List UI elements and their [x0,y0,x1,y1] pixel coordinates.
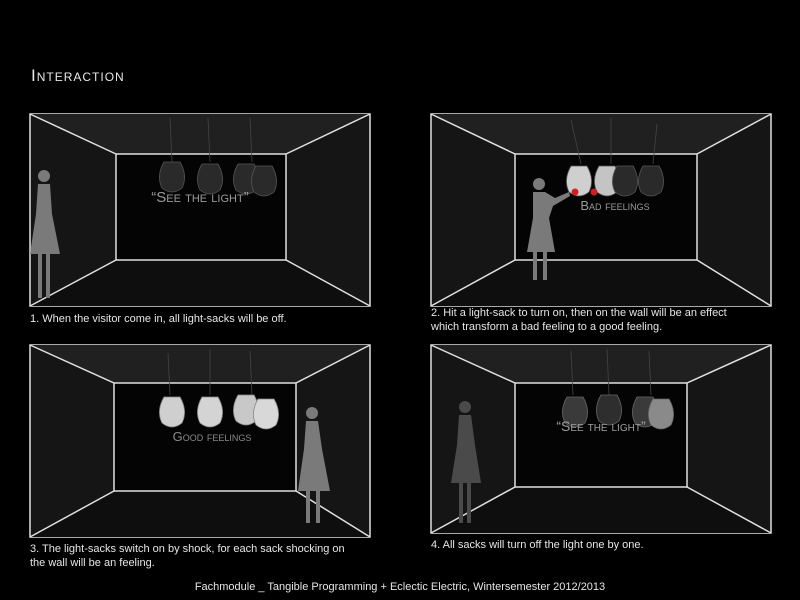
caption-line: the wall will be an feeling. [30,557,155,569]
light-sack-dim [648,399,673,429]
panel-4 [431,345,771,533]
footer-credit: Fachmodule _ Tangible Programming + Eclectic Electric, Wintersemester 2012/2013 [194,581,606,593]
light-sack [612,166,637,196]
wall-text: “See the light” [151,189,249,206]
room-3 [30,345,370,537]
caption-2 [431,306,727,334]
room-2 [431,114,771,306]
room-4 [431,345,771,533]
hit-marker [572,189,579,196]
wall-text: Good feelings [172,429,252,444]
light-sack-lit [253,399,278,429]
wall-text: Bad feelings [580,198,650,213]
caption-line: 2. Hit a light-sack to turn on, then on the wall will be an effect [431,307,727,319]
light-sack-lit [159,397,184,427]
page-title: Interaction [31,66,125,85]
light-sack [159,162,184,192]
panel-3 [30,345,370,537]
caption-line: 3. The light-sacks switch on by shock, for each sack shocking on [30,543,345,555]
hit-marker [591,189,598,196]
light-sack [251,166,276,196]
caption-4 [431,538,644,552]
caption-3 [30,542,345,570]
light-sack-lit [197,397,222,427]
wall-text: “See the light” [556,418,646,434]
caption-line: 1. When the visitor come in, all light-sacks will be off. [30,313,287,325]
panel-1 [30,114,370,306]
caption-line: which transform a bad feeling to a good feeling. [431,321,663,333]
room-1 [30,114,370,306]
light-sack [638,166,663,196]
panel-2 [431,114,771,306]
caption-line: 4. All sacks will turn off the light one by one. [431,539,644,551]
caption-1 [30,312,287,326]
light-sack-lit [566,166,591,196]
